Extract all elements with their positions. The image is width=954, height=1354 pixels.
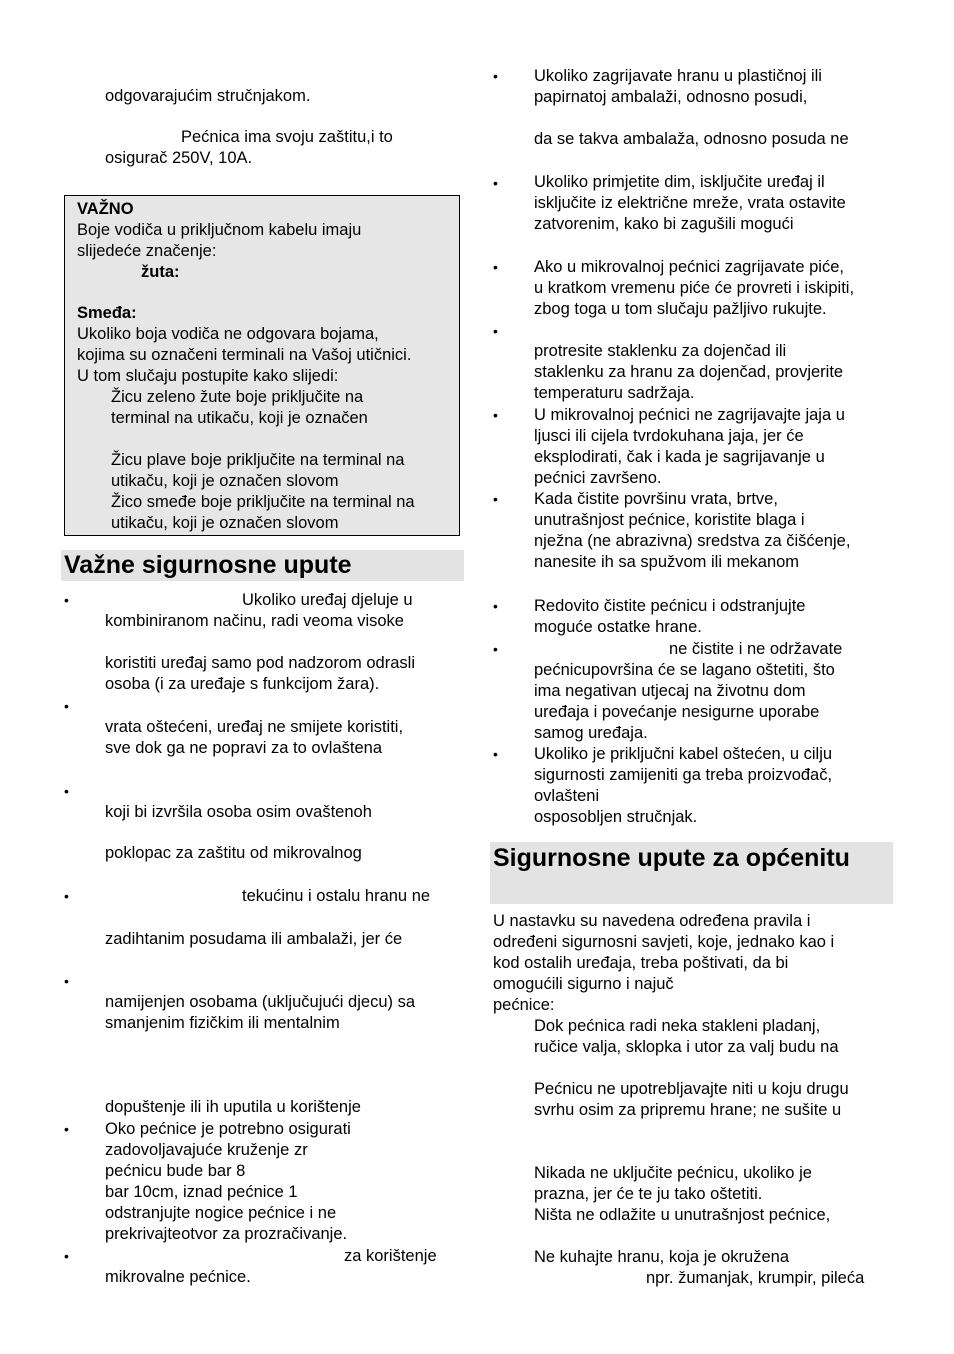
text-line: eksplodirati, čak i kada je sagrijavanje u [534,448,825,466]
bullet-icon: • [493,491,498,507]
text-line: terminal na utikaču, koji je označen [111,409,368,427]
heading-text: Važne sigurnosne upute [64,551,352,579]
text-line: osigurač 250V, 10A. [105,149,253,167]
text-line: zadihtanim posudama ili ambalaži, jer će [105,930,403,948]
text-line: Ne kuhajte hranu, koja je okružena [534,1248,789,1266]
text-line: pećnice: [493,996,555,1014]
text-line: mikrovalne pećnice. [105,1268,251,1286]
text-line: Nikada ne uključite pećnicu, ukoliko je [534,1164,812,1182]
text-line: Ukoliko je priključni kabel oštećen, u cilju [534,745,833,763]
text-line: Ukoliko boja vodiča ne odgovara bojama, [77,325,379,343]
text-line: sigurnosti zamijeniti ga treba proizvođač, [534,766,833,784]
text-line: da se takva ambalaža, odnosno posuda ne [534,130,849,148]
box-title: VAŽNO [77,200,134,218]
bullet-icon: • [493,641,498,657]
bullet-icon: • [64,1248,69,1264]
text-line: zbog toga u tom slučaju pažljivo rukujte. [534,300,827,318]
text-line: pećnici završeno. [534,469,662,487]
text-line: U tom slučaju postupite kako slijedi: [77,367,339,385]
text-line: Ukoliko zagrijavate hranu u plastičnoj ili [534,67,822,85]
text-line: ne čistite i ne održavate [669,640,843,658]
text-line: zadovoljavajuće kruženje zr [105,1141,308,1159]
text-line: bar 10cm, iznad pećnice 1 [105,1183,298,1201]
text-line: Ako u mikrovalnoj pećnici zagrijavate piće, [534,258,844,276]
bullet-icon: • [493,68,498,84]
bullet-icon: • [493,323,498,339]
text-line: koristiti uređaj samo pod nadzorom odrasli [105,654,415,672]
text-line: Žicu zeleno žute boje priključite na [111,388,364,406]
text-line: žuta: [141,263,180,281]
text-line: ručice valja, sklopka i utor za valj budu na [534,1038,839,1056]
text-line: ima negativan utjecaj na životnu dom [534,682,806,700]
text-line: ovlašteni [534,787,600,805]
section-heading [61,550,464,581]
bullet-icon: • [64,783,69,799]
text-line: osposobljen stručnjak. [534,808,698,826]
text-line: Kada čistite površinu vrata, brtve, [534,490,778,508]
text-line: moguće ostatke hrane. [534,618,702,636]
bullet-icon: • [64,888,69,904]
text-line: smanjenim fizičkim ili mentalnim [105,1014,340,1032]
text-line: Dok pećnica radi neka stakleni pladanj, [534,1017,821,1035]
text-line: zatvorenim, kako bi zagušili mogući [534,215,794,233]
text-line: osoba (i za uređaje s funkcijom žara). [105,675,380,693]
text-line: Smeđa: [77,304,137,322]
bullet-icon: • [493,598,498,614]
text-line: Pećnica ima svoju zaštitu,i to [181,128,393,146]
text-line: pećnicu bude bar 8 [105,1162,246,1180]
text-line: omogućili sigurno i najuč [493,975,674,993]
text-line: utikaču, koji je označen slovom [111,514,339,532]
text-line: slijedeće značenje: [77,242,217,260]
bullet-icon: • [493,407,498,423]
text-line: sve dok ga ne popravi za to ovlaštena [105,739,383,757]
text-line: U nastavku su navedena određena pravila i [493,912,811,930]
bullet-icon: • [64,1121,69,1137]
text-line: dopuštenje ili ih uputila u korištenje [105,1098,361,1116]
bullet-icon: • [493,175,498,191]
text-line: za korištenje [344,1247,437,1265]
text-line: prekrivajteotvor za prozračivanje. [105,1225,348,1243]
text-line: papirnatoj ambalaži, odnosno posudi, [534,88,808,106]
text-line: samog uređaja. [534,724,648,742]
text-line: utikaču, koji je označen slovom [111,472,339,490]
text-line: odstranjujte nogice pećnice i ne [105,1204,337,1222]
text-line: prazna, jer će te ju tako oštetiti. [534,1185,763,1203]
text-line: Žico smeđe boje priključite na terminal na [111,493,415,511]
heading-text: Sigurnosne upute za općenitu [493,844,850,872]
text-line: tekućinu i ostalu hranu ne [242,887,431,905]
text-line: Oko pećnice je potrebno osigurati [105,1120,351,1138]
text-line: Ukoliko uređaj djeluje u [242,591,413,609]
section-heading [490,842,893,904]
text-line: ljusci ili cijela tvrdokuhana jaja, jer će [534,427,804,445]
bullet-icon: • [64,698,69,714]
text-line: Ništa ne odlažite u unutrašnjost pećnice, [534,1206,831,1224]
text-line: kod ostalih uređaja, treba poštivati, da bi [493,954,789,972]
text-line: isključite iz električne mreže, vrata ostavite [534,194,846,212]
text-line: temperaturu sadržaja. [534,384,695,402]
text-line: unutrašnjost pećnice, koristite blaga i [534,511,805,529]
text-line: uređaja i povećanje nesigurne uporabe [534,703,820,721]
text-line: koji bi izvršila osoba osim ovaštenoh [105,803,372,821]
text-line: u kratkom vremenu piće će provreti i iskipiti, [534,279,855,297]
text-line: poklopac za zaštitu od mikrovalnog [105,844,362,862]
text-line: odgovarajućim stručnjakom. [105,87,311,105]
text-line: Pećnicu ne upotrebljavajte niti u koju drugu [534,1080,849,1098]
text-line: staklenku za hranu za dojenčad, provjerite [534,363,844,381]
text-line: nježna (ne abrazivna) sredstva za čišćenje, [534,532,851,550]
text-line: namijenjen osobama (uključujući djecu) sa [105,993,415,1011]
text-line: protresite staklenku za dojenčad ili [534,342,787,360]
text-line: Boje vodiča u priključnom kabelu imaju [77,221,362,239]
text-line: vrata oštećeni, uređaj ne smijete koristiti, [105,718,404,736]
text-line: određeni sigurnosni savjeti, koje, jednako kao i [493,933,835,951]
text-line: kojima su označeni terminali na Vašoj utičnici. [77,346,412,364]
bullet-icon: • [493,259,498,275]
text-line: svrhu osim za pripremu hrane; ne sušite u [534,1101,842,1119]
text-line: npr. žumanjak, krumpir, pileća [646,1269,865,1287]
text-line: Ukoliko primjetite dim, isključite uređaj il [534,173,825,191]
text-line: Redovito čistite pećnicu i odstranjujte [534,597,806,615]
text-line: pećnicupovršina će se lagano oštetiti, što [534,661,835,679]
text-line: nanesite ih sa spužvom ili mekanom [534,553,800,571]
text-line: U mikrovalnoj pećnici ne zagrijavajte jaja u [534,406,845,424]
text-line: kombiniranom načinu, radi veoma visoke [105,612,404,630]
bullet-icon: • [64,592,69,608]
bullet-icon: • [493,746,498,762]
bullet-icon: • [64,973,69,989]
text-line: Žicu plave boje priključite na terminal na [111,451,405,469]
